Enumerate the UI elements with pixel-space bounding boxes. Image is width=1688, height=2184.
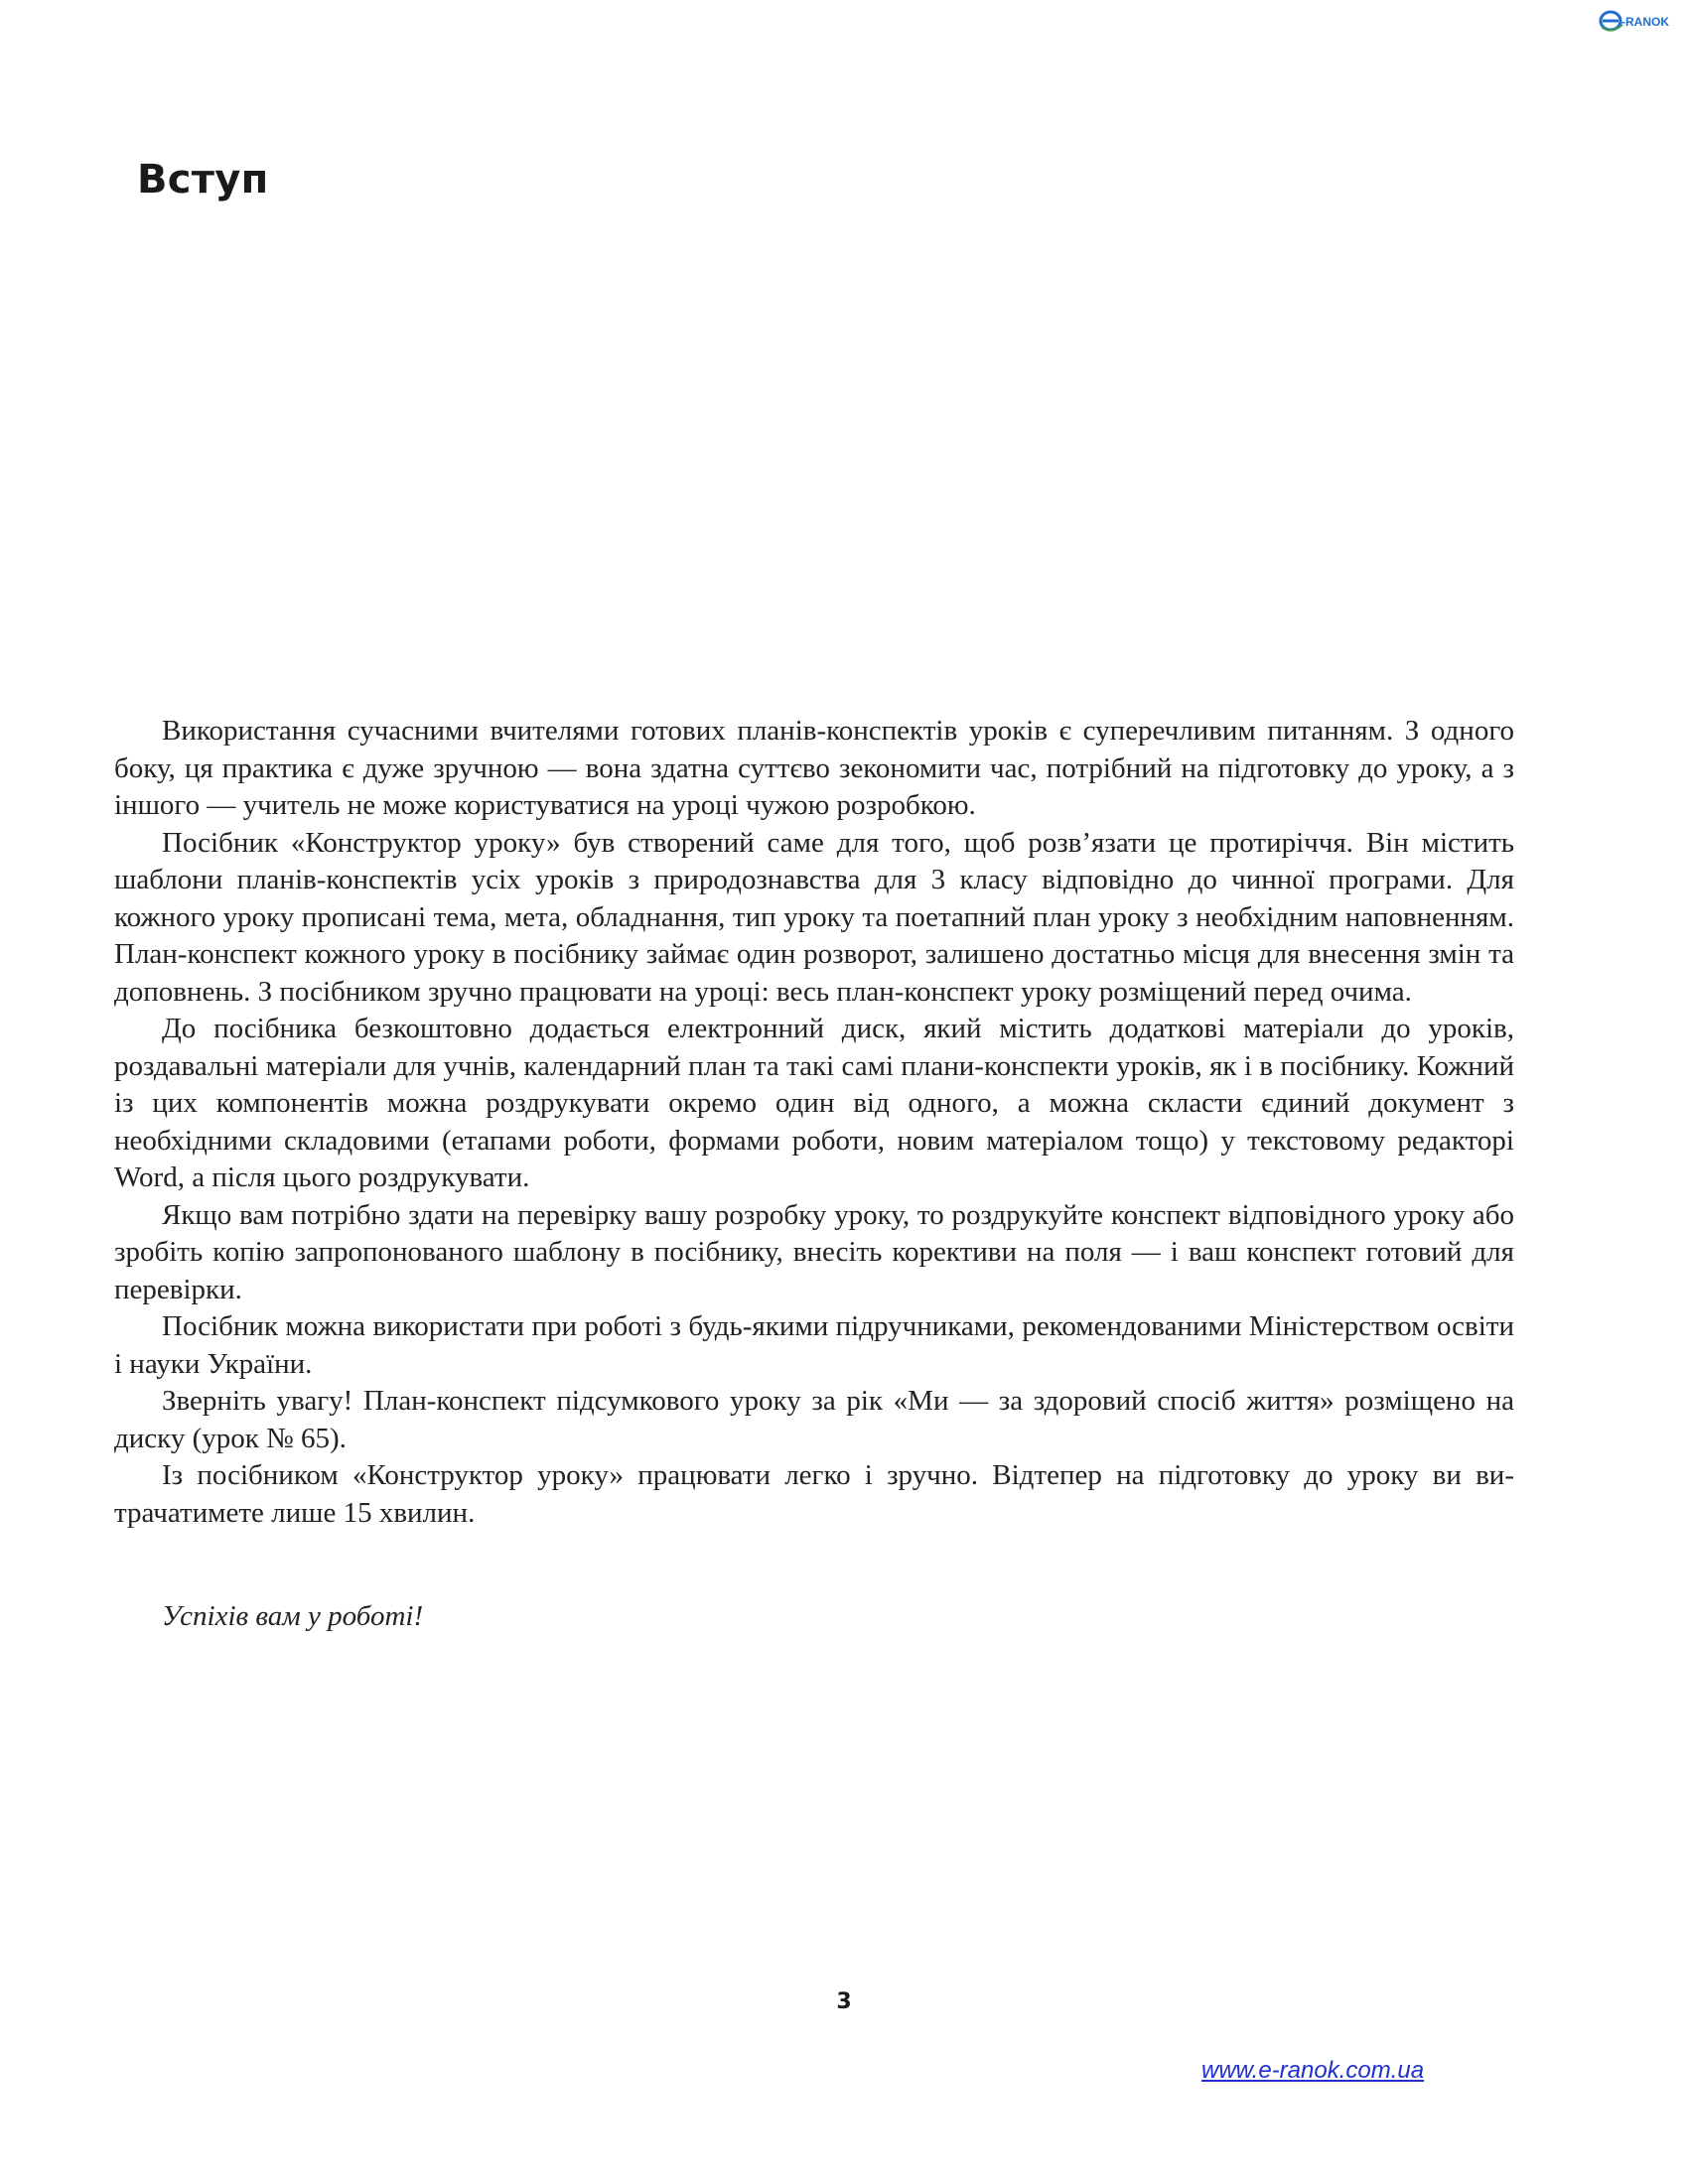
- page-title: Вступ: [137, 157, 269, 203]
- e-ranok-logo-icon: [1599, 7, 1678, 35]
- paragraph-review: Якщо вам потрібно здати на перевірку вашу розробку уроку, то роздрукуйте конспект відповідного уроку або зробіть копію запропонованого шаблону в посібнику, внесіть корективи на поля — і ваш конспект готовий для перевірки.: [114, 1198, 1514, 1305]
- paragraph-constructor: Посібник «Конструктор уроку» був створений саме для того, щоб розв’язати це протиріччя. Він містить шаблони планів-конспектів усіх уроків з природознавства для 3 класу відповідно до чинної програми. Для кожного уроку прописані тема, мета, обладнання, тип уроку та поетапний план уроку з необхідним наповненням. План-конспект кожного уроку в посібнику займає один розворот, залишено достатньо місця для внесення змін та доповнень. З посібником зручно працювати на уроці: весь план-конспект уроку розміщений перед очима.: [114, 826, 1514, 1008]
- logo-text: -RANOK: [1621, 15, 1669, 29]
- publisher-logo: [1599, 6, 1678, 36]
- paragraph-disk: До посібника безкоштовно додається електронний диск, який містить додаткові матеріали до уроків, роздавальні матеріали для учнів, календарний план та такі самі плани-конспекти уроків, як і в посібнику. Кожний із цих компонентів можна роздрукувати окремо один від одного, а можна скласти єдиний документ з необхідними складовими (етапами роботи, формами роботи, новим матеріалом тощо) у текстовому редакторі Word, а після цього роздрукувати.: [114, 1013, 1514, 1193]
- paragraph-easy: Із посібником «Конструктор уроку» працювати легко і зручно. Відтепер на підготовку до уроку ви витрачатимете лише 15 хвилин.: [114, 1459, 1514, 1529]
- intro-text: [114, 713, 1514, 1532]
- website-link[interactable]: www.e-ranok.com.ua: [1201, 2057, 1425, 2084]
- paragraph-textbooks: Посібник можна використати при роботі з будь-якими підручниками, рекомендованими Міністерством освіти і науки України.: [114, 1310, 1514, 1380]
- paragraph-usage: Використання сучасними вчителями готових планів-конспектів уроків є суперечливим питанням. З одного боку, ця практика є дуже зручною — вона здатна суттєво зекономити час, потрібний на підготовку до уроку, а з іншого — учитель не може користуватися на уроці чужою розробкою.: [114, 715, 1514, 821]
- paragraph-attention: Зверніть увагу! План-конспект підсумкового уроку за рік «Ми — за здоровий спосіб життя» розміщено на диску (урок № 65).: [114, 1385, 1514, 1454]
- page-number: 3: [836, 1989, 852, 2014]
- closing-wish: Успіхів вам у роботі!: [162, 1600, 424, 1632]
